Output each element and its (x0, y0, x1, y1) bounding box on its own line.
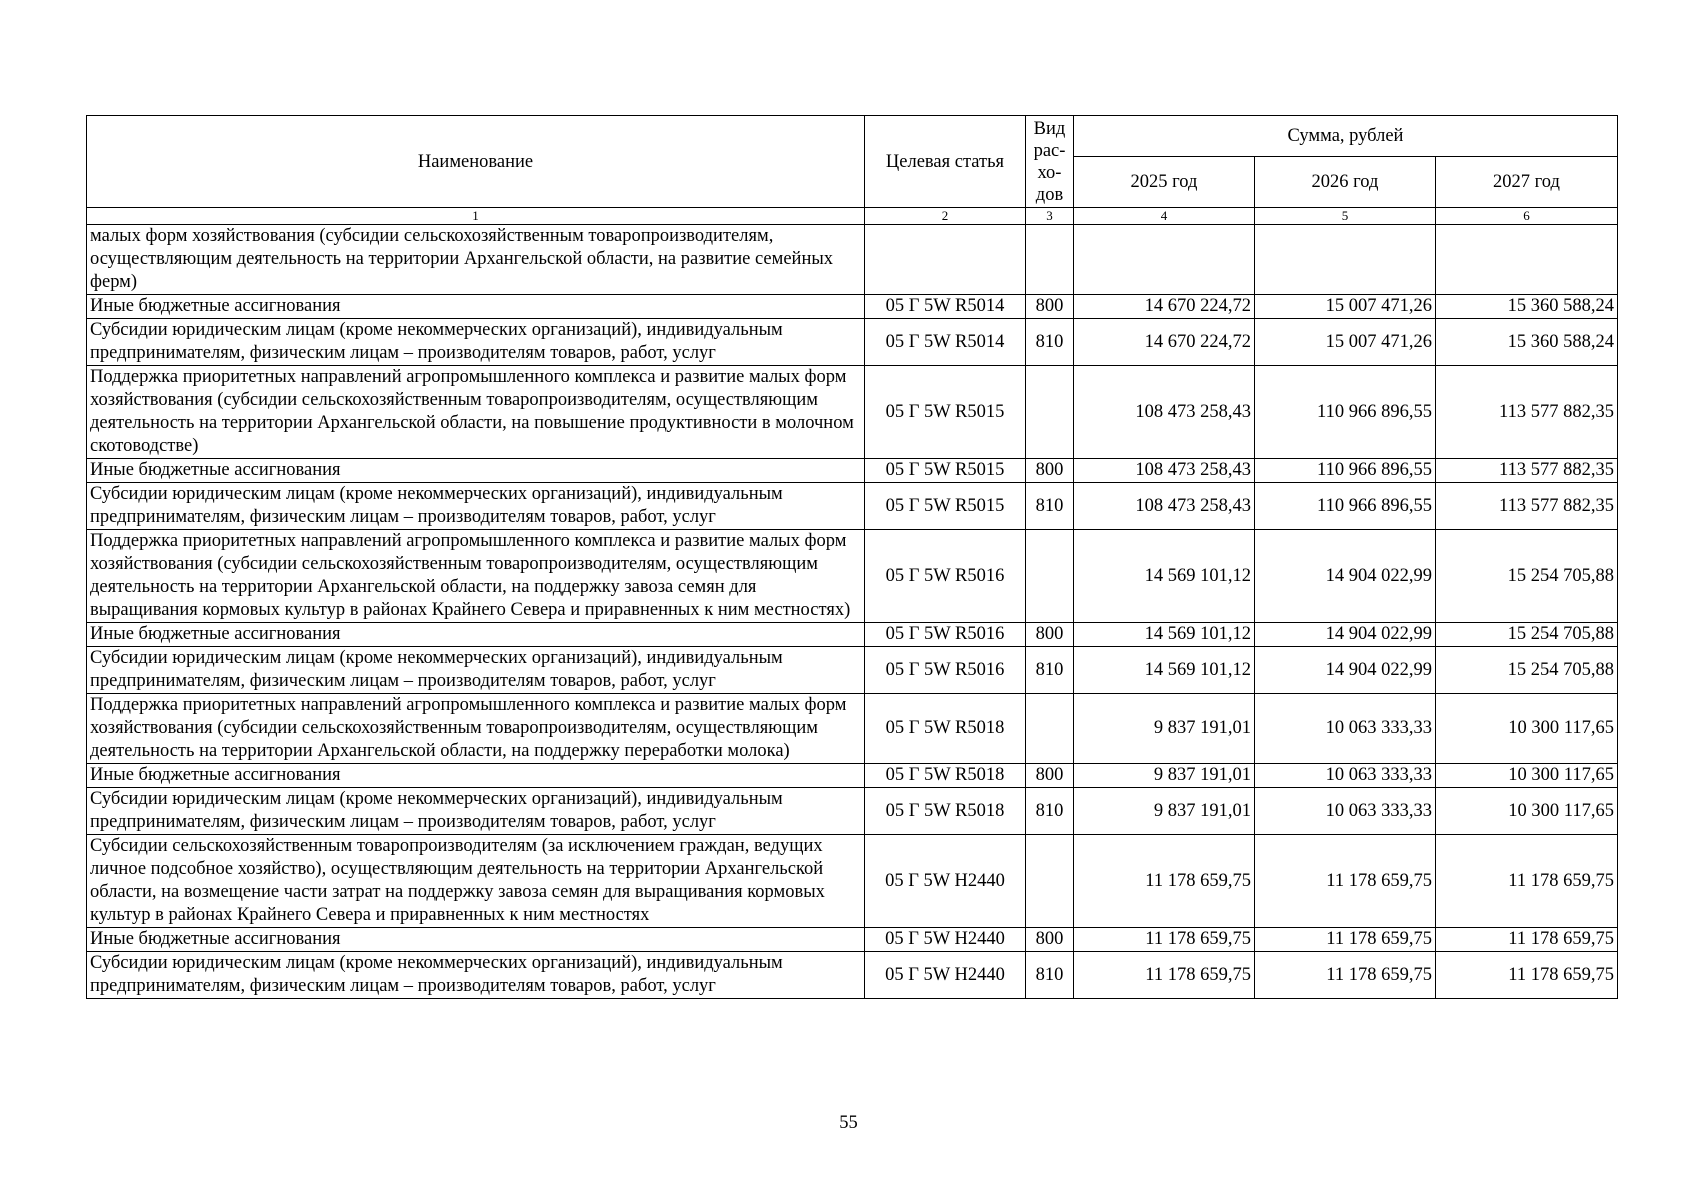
table-row (87, 225, 1618, 295)
row-name: малых форм хозяйствования (субсидии сельскохозяйственным товаропроизводителям, осуществляющим деятельность на территории Архангельской области, на развитие семейных ферм) (87, 225, 865, 295)
table-row (87, 483, 1618, 530)
amount-2026: 15 007 471,26 (1255, 319, 1436, 366)
amount-2027: 11 178 659,75 (1436, 928, 1618, 952)
row-name: Субсидии юридическим лицам (кроме некоммерческих организаций), индивидуальным предпринимателям, физическим лицам – производителям товаров, работ, услуг (87, 788, 865, 835)
expense-type-code (1026, 530, 1074, 623)
amount-2025: 11 178 659,75 (1074, 835, 1255, 928)
page-number: 55 (839, 1113, 858, 1133)
target-item-code: 05 Г 5W Н2440 (865, 952, 1026, 999)
amount-2026: 110 966 896,55 (1255, 366, 1436, 459)
target-item-code: 05 Г 5W R5016 (865, 623, 1026, 647)
amount-2026: 14 904 022,99 (1255, 647, 1436, 694)
amount-2027: 15 254 705,88 (1436, 647, 1618, 694)
column-number: 1 (87, 208, 865, 225)
row-name: Субсидии сельскохозяйственным товаропроизводителям (за исключением граждан, ведущих личное подсобное хозяйство), осуществляющим деятельность на территории Архангельской области, на возмещение части затрат на поддержку завоза семян для выращивания кормовых культур в районах Крайнего Севера и приравненных к ним местностях (87, 835, 865, 928)
expense-type-code: 800 (1026, 295, 1074, 319)
expense-type-code: 800 (1026, 623, 1074, 647)
amount-2027: 15 360 588,24 (1436, 295, 1618, 319)
header-year-2025: 2025 год (1074, 157, 1255, 208)
table-row (87, 694, 1618, 764)
target-item-code: 05 Г 5W R5015 (865, 483, 1026, 530)
amount-2027: 10 300 117,65 (1436, 694, 1618, 764)
amount-2027: 113 577 882,35 (1436, 366, 1618, 459)
amount-2026: 10 063 333,33 (1255, 788, 1436, 835)
amount-2027: 15 360 588,24 (1436, 319, 1618, 366)
amount-2025: 9 837 191,01 (1074, 764, 1255, 788)
target-item-code: 05 Г 5W R5018 (865, 694, 1026, 764)
header-target-item: Целевая статья (865, 116, 1026, 208)
amount-2025: 14 670 224,72 (1074, 295, 1255, 319)
budget-table (86, 115, 1618, 999)
amount-2027: 11 178 659,75 (1436, 952, 1618, 999)
table-row (87, 952, 1618, 999)
amount-2025 (1074, 225, 1255, 295)
row-name: Субсидии юридическим лицам (кроме некоммерческих организаций), индивидуальным предпринимателям, физическим лицам – производителям товаров, работ, услуг (87, 483, 865, 530)
table-body (87, 225, 1618, 999)
expense-type-code: 800 (1026, 459, 1074, 483)
expense-type-code: 810 (1026, 319, 1074, 366)
table-row (87, 835, 1618, 928)
target-item-code: 05 Г 5W Н2440 (865, 928, 1026, 952)
table-row (87, 530, 1618, 623)
amount-2026: 14 904 022,99 (1255, 623, 1436, 647)
target-item-code: 05 Г 5W R5015 (865, 366, 1026, 459)
expense-type-code: 810 (1026, 952, 1074, 999)
expense-type-code (1026, 835, 1074, 928)
amount-2026: 110 966 896,55 (1255, 459, 1436, 483)
header-year-2027: 2027 год (1436, 157, 1618, 208)
target-item-code: 05 Г 5W R5014 (865, 295, 1026, 319)
amount-2025: 108 473 258,43 (1074, 483, 1255, 530)
column-number: 6 (1436, 208, 1618, 225)
row-name: Поддержка приоритетных направлений агропромышленного комплекса и развитие малых форм хозяйствования (субсидии сельскохозяйственным товаропроизводителям, осуществляющим деятельность на территории Архангельской области, на поддержку переработки молока) (87, 694, 865, 764)
row-name: Иные бюджетные ассигнования (87, 295, 865, 319)
expense-type-code (1026, 694, 1074, 764)
header-amount-group: Сумма, рублей (1074, 116, 1618, 157)
table-row (87, 623, 1618, 647)
table-row (87, 366, 1618, 459)
amount-2025: 9 837 191,01 (1074, 694, 1255, 764)
expense-type-code: 800 (1026, 764, 1074, 788)
amount-2027: 15 254 705,88 (1436, 623, 1618, 647)
amount-2025: 14 670 224,72 (1074, 319, 1255, 366)
amount-2027: 113 577 882,35 (1436, 483, 1618, 530)
table-row (87, 459, 1618, 483)
amount-2027 (1436, 225, 1618, 295)
target-item-code: 05 Г 5W R5014 (865, 319, 1026, 366)
amount-2025: 9 837 191,01 (1074, 788, 1255, 835)
row-name: Иные бюджетные ассигнования (87, 928, 865, 952)
target-item-code: 05 Г 5W R5015 (865, 459, 1026, 483)
header-expense-type: Вид рас-хо-дов (1026, 116, 1074, 208)
row-name: Субсидии юридическим лицам (кроме некоммерческих организаций), индивидуальным предпринимателям, физическим лицам – производителям товаров, работ, услуг (87, 647, 865, 694)
target-item-code: 05 Г 5W Н2440 (865, 835, 1026, 928)
amount-2027: 15 254 705,88 (1436, 530, 1618, 623)
amount-2026: 11 178 659,75 (1255, 952, 1436, 999)
row-name: Иные бюджетные ассигнования (87, 623, 865, 647)
amount-2026: 10 063 333,33 (1255, 764, 1436, 788)
column-number: 5 (1255, 208, 1436, 225)
column-number: 3 (1026, 208, 1074, 225)
row-name: Поддержка приоритетных направлений агропромышленного комплекса и развитие малых форм хозяйствования (субсидии сельскохозяйственным товаропроизводителям, осуществляющим деятельность на территории Архангельской области, на поддержку завоза семян для выращивания кормовых культур в районах Крайнего Севера и приравненных к ним местностях) (87, 530, 865, 623)
target-item-code: 05 Г 5W R5018 (865, 788, 1026, 835)
amount-2026: 11 178 659,75 (1255, 835, 1436, 928)
amount-2026: 11 178 659,75 (1255, 928, 1436, 952)
table-row (87, 319, 1618, 366)
header-name: Наименование (87, 116, 865, 208)
table-row (87, 647, 1618, 694)
row-name: Субсидии юридическим лицам (кроме некоммерческих организаций), индивидуальным предпринимателям, физическим лицам – производителям товаров, работ, услуг (87, 319, 865, 366)
row-name: Иные бюджетные ассигнования (87, 764, 865, 788)
amount-2025: 11 178 659,75 (1074, 928, 1255, 952)
amount-2026: 110 966 896,55 (1255, 483, 1436, 530)
amount-2027: 11 178 659,75 (1436, 835, 1618, 928)
header-year-2026: 2026 год (1255, 157, 1436, 208)
target-item-code: 05 Г 5W R5016 (865, 647, 1026, 694)
row-name: Субсидии юридическим лицам (кроме некоммерческих организаций), индивидуальным предпринимателям, физическим лицам – производителям товаров, работ, услуг (87, 952, 865, 999)
row-name: Поддержка приоритетных направлений агропромышленного комплекса и развитие малых форм хозяйствования (субсидии сельскохозяйственным товаропроизводителям, осуществляющим деятельность на территории Архангельской области, на повышение продуктивности в молочном скотоводстве) (87, 366, 865, 459)
row-name: Иные бюджетные ассигнования (87, 459, 865, 483)
amount-2026: 15 007 471,26 (1255, 295, 1436, 319)
expense-type-code: 810 (1026, 647, 1074, 694)
amount-2026: 10 063 333,33 (1255, 694, 1436, 764)
amount-2026: 14 904 022,99 (1255, 530, 1436, 623)
amount-2026 (1255, 225, 1436, 295)
amount-2025: 14 569 101,12 (1074, 647, 1255, 694)
expense-type-code: 810 (1026, 483, 1074, 530)
column-number: 4 (1074, 208, 1255, 225)
table-row (87, 764, 1618, 788)
amount-2027: 113 577 882,35 (1436, 459, 1618, 483)
expense-type-code: 810 (1026, 788, 1074, 835)
amount-2025: 108 473 258,43 (1074, 459, 1255, 483)
target-item-code (865, 225, 1026, 295)
amount-2025: 108 473 258,43 (1074, 366, 1255, 459)
amount-2027: 10 300 117,65 (1436, 788, 1618, 835)
table-row (87, 788, 1618, 835)
amount-2025: 14 569 101,12 (1074, 530, 1255, 623)
target-item-code: 05 Г 5W R5018 (865, 764, 1026, 788)
amount-2027: 10 300 117,65 (1436, 764, 1618, 788)
budget-table-container (86, 115, 1617, 999)
table-row (87, 295, 1618, 319)
amount-2025: 11 178 659,75 (1074, 952, 1255, 999)
expense-type-code (1026, 225, 1074, 295)
expense-type-code: 800 (1026, 928, 1074, 952)
table-row (87, 928, 1618, 952)
expense-type-code (1026, 366, 1074, 459)
amount-2025: 14 569 101,12 (1074, 623, 1255, 647)
target-item-code: 05 Г 5W R5016 (865, 530, 1026, 623)
column-number: 2 (865, 208, 1026, 225)
